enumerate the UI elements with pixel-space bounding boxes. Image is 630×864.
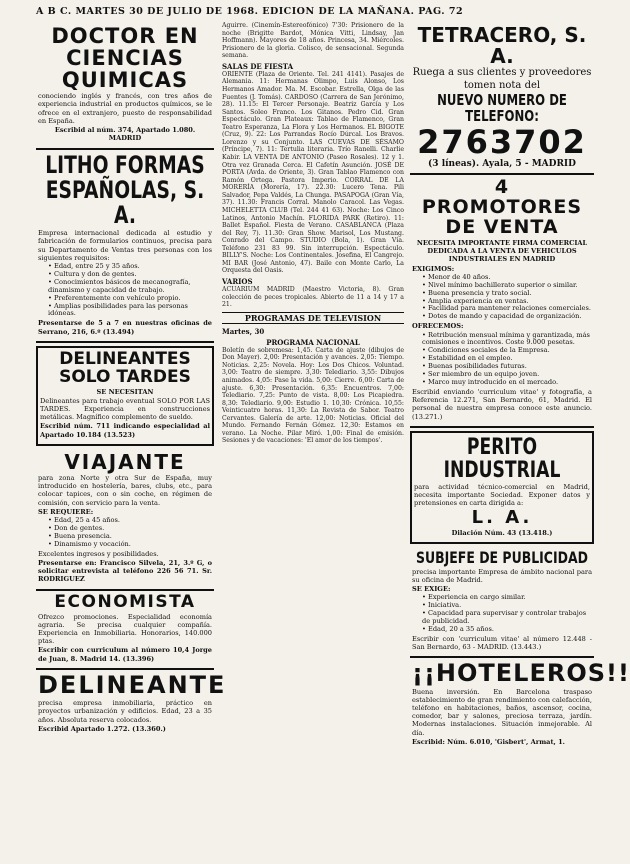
- viajante-req: SE REQUIERE:: [38, 507, 94, 516]
- salas-title: SALAS DE FIESTA: [222, 61, 294, 71]
- viajante-body: para zona Norte y otra Sur de España, muy introducido en hostelería, bares, clubs, etc., para colocar tapices, con o sin coche, en régimen de comisión, con servicio para la venta.: [38, 473, 212, 507]
- ad-delineantes: [36, 346, 214, 446]
- economista-body: Ofrezco promociones. Especialidad economía agraria. Se precisa cualquier compañía. Experiencia en Inmobiliaria. Honorarios, 140.000 ptas.: [38, 612, 212, 646]
- promotores-intro: NECESITA IMPORTANTE FIRMA COMERCIAL DEDICADA A LA VENTA DE VEHICULOS INDUSTRIALES EN MADRID: [416, 238, 588, 264]
- column-3: [410, 22, 630, 751]
- viajante-contact: Presentarse en: Francisco Silvela, 21, 3.º G, o solicitar entrevista al teléfono 226 56 71. Sr. RODRIGUEZ: [38, 558, 212, 584]
- perito-contact: Dilación Núm. 43 (13.418.): [451, 528, 553, 537]
- ad-hoteleros: [410, 658, 630, 751]
- subjefe-list: [422, 594, 592, 634]
- list-item: • Edad, entre 25 y 35 años.: [48, 263, 212, 271]
- column-1: [36, 22, 227, 738]
- delineante-title: DELINEANTE: [38, 670, 227, 699]
- list-item: • Menor de 40 años.: [422, 274, 592, 282]
- page-header: A B C. MARTES 30 DE JULIO DE 1968. EDICION DE LA MAÑANA. PAG. 72: [36, 6, 464, 17]
- list-item: • Ser miembro de un equipo joven.: [422, 371, 592, 379]
- doctor-title: DOCTOR EN CIENCIAS QUIMICAS: [51, 24, 199, 93]
- tetracero-banner: NUEVO NUMERO DE TELEFONO:: [437, 91, 567, 125]
- promotores-contact: Escribid enviando 'curriculum vitae' y fotografía, a Referencia 12.271, San Bernardo, 61, Madrid. El personal de nuestra empresa conoce este anuncio. (13.271.): [412, 387, 592, 421]
- list-item: • Condiciones sociales de la Empresa.: [422, 347, 592, 355]
- ad-doctor: [36, 22, 214, 150]
- perito-la: L. A.: [471, 506, 533, 528]
- tv-day: Martes, 30: [222, 326, 265, 336]
- list-item: • Iniciativa.: [422, 602, 592, 610]
- delineantes-body: Delineantes para trabajo eventual SOLO POR LAS TARDES. Experiencia en construcciones metálicas. Magnífico complemento de sueldo.: [40, 396, 210, 422]
- list-item: • Don de gentes.: [48, 525, 212, 533]
- salas-text: ORIENTE (Plaza de Oriente. Tel. 241 4141). Pasajes de Alemania. 11: Hermanas Olimpo, Luis Alonso, Los Hermanos Amador. Ma. M. Escobar. Estrella, Olga de las Fuentes (J. Tomás). CARDOSO (Carrera de San Jerónimo, 28). 11.15: El Tercer Personaje. Beatriz García y Los Santos. Soleo Franco. Los Gitanos. Pedro Cid. Gran Espectáculo. Gran Plateaux: Tablao de Flamenco, Gran Teatro Esperanza, La Flora y Los Hermanos. EL BIGOTE (Cruz, 9). 22: Los Parrandas Rocío Dúrcal. Los Bravos. Lorenzo y su Conjunto. LAS CUEVAS DE SÉSAMO (Príncipe, 7). 11: Tertulia literaria. Trío Ranelli. Charlie Kabir. LA VENTA DE ANTONIO (Paseo Rosales). 12 y 1. Otra vez Granada Cerca. El Cafetín Asunción. JOSÉ DE PORTA (Avda. de Oriente, 3). Gran Tablao Flamenco con Ramón Ortega. Pastora Imperio. CORRAL DE LA MORERÍA (Morería, 17). 22.30: Lucero Tena. Pili Salvador, Pepa Valdés, La Chunga. PASAPOGA (Gran Vía, 37). 11.30: Francis Corral. Manolo Caracol. Las Vegas. MICHELETTA CLUB (Tel. 244 41 63). Noche: Los Cinco Latinos, Antonio Machín. FLORIDA PARK (Retiro). 11: Ballet Español. Fiesta de Verano. CASABLANCA (Plaza del Rey, 7). 11.30: Gran Show. Marisol, Los Mustang. Conrado del Campo. STUDIO (Bola, 1). Gran Vía. Teléfono 231 83 99. Sin interrupción. Espectáculo. BILLY'S. Noche: Los Continentales. Josefina, El Cangrejo. MI BAR (José Antonio, 47). Baile con Monte Carlo, La Orquesta del Oasis.: [222, 70, 404, 275]
- promotores-offer: OFRECEMOS:: [412, 322, 464, 331]
- litho-intro: Empresa internacional dedicada al estudio y fabricación de formularios continuos, precisa para su Departamento de Ventas tres personas con los siguientes requisitos:: [38, 229, 212, 262]
- tv-title: PROGRAMAS DE TELEVISION: [222, 312, 404, 324]
- hoteleros-body: Buena inversión. En Barcelona traspaso establecimiento de gran rendimiento con calefacción, teléfono en habitaciones, baños, ascensor, cocina, comedor, bar y salones, preciosa terraza, jardín. Modernas instalaciones. Situación inmejorable. Al día.: [412, 687, 592, 737]
- ad-perito: [410, 431, 594, 544]
- list-item: • Experiencia en cargo similar.: [422, 594, 592, 602]
- list-item: • Preferentemente con vehículo propio.: [48, 295, 212, 303]
- doctor-body: conociendo inglés y francés, con tres años de experiencia industrial en productos químicos, se le ofrece en el extranjero, puesto de responsabilidad en España.: [38, 92, 212, 125]
- hoteleros-title: ¡¡HOTELEROS!!: [412, 659, 630, 688]
- ad-subjefe: [410, 547, 594, 659]
- promotores-offer-list: [422, 332, 592, 387]
- listings-top: Aguirre. (Cinemín-Estereofónico) 7'30: Prisionero de la noche (Brigitte Bardot, Mónica Vitti, Lindsay, Jan Hoffmann). Mayores de 18 años. Princesa, 34. Miércoles. Prisionero de la gloria. Colisco, de sensacional. Segunda semana.: [222, 22, 404, 60]
- tv-text: Boletín de sobremesa: 1,45. Carta de ajuste (dibujos de Don Mayer). 2,00: Presentación y avances. 2,05: Tiempo. Noticias. 2,25: Novela. Hoy: Los Dos Chicos. Voluntad. 3,00: Teatro de siempre. 3,30: Telediario. 3,55: Dibujos animados. 4,05: Pase la vida. 5,00: Cierre. 6,00: Carta de ajuste. 6,30: Presentación. 6,35: Encuentros. 7,00: Telediario. 7,25: Punto de vista. 8,00: Los Picapiedra. 8,30: Telediario. 9,00: Estudio 1. 10,30: Crónica. 10,55: Veinticuatro horas. 11,30: La Revista de Sabor. Teatro Cervantes. Galería de arte. 12,00: Noticias. Oficial del Mundo. Fernando Fernán Gómez. 12,30: Estamos en verano. La Noche. Pilar Miró. 1,00: Final de emisión. Sesiones y de vacaciones: 'El amor de los tiempos'.: [222, 346, 404, 445]
- list-item: • Amplias posibilidades para las personas idóneas.: [48, 303, 212, 319]
- ad-viajante: [36, 449, 214, 591]
- tv-sub: PROGRAMA NACIONAL: [266, 337, 360, 347]
- list-item: • Retribución mensual mínima y garantizada, más comisiones e incentivos. Coste 9.000 pesetas.: [422, 332, 592, 348]
- list-item: • Dotes de mando y capacidad de organización.: [422, 313, 592, 321]
- delineante-contact: Escribid Apartado 1.272. (13.360.): [38, 724, 166, 733]
- tetracero-phone: 2763702: [417, 122, 587, 161]
- promotores-list: [422, 274, 592, 321]
- perito-body: para actividad técnico-comercial en Madrid, necesita importante Sociedad. Exponer datos y pretensiones en carta dirigida a:: [414, 482, 590, 508]
- ad-promotores: [410, 175, 594, 428]
- litho-title: LITHO FORMAS ESPAÑOLAS, S. A.: [45, 150, 205, 229]
- column-2: [222, 22, 404, 860]
- list-item: • Dinamismo y vocación.: [48, 541, 212, 549]
- economista-title: ECONOMISTA: [54, 591, 196, 612]
- varios-text: ACUARIUM MADRID (Maestro Victoria, 8). Gran colección de peces tropicales. Abierto de 11 a 14 y 17 a 21.: [222, 286, 404, 309]
- subjefe-body: precisa importante Empresa de ámbito nacional para su oficina de Madrid.: [412, 567, 592, 584]
- list-item: • Edad, 20 a 35 años.: [422, 626, 592, 634]
- tetracero-title: TETRACERO, S. A.: [417, 23, 587, 68]
- tetracero-body: Ruega a sus clientes y proveedores tomen nota del: [412, 67, 592, 91]
- list-item: • Buena presencia.: [48, 533, 212, 541]
- viajante-note: Excelentes ingresos y posibilidades.: [38, 549, 159, 558]
- doctor-contact: Escribid al núm. 374, Apartado 1.080. MADRID: [54, 126, 196, 143]
- list-item: • Buenas posibilidades futuras.: [422, 363, 592, 371]
- promotores-req: EXIGIMOS:: [412, 264, 455, 273]
- litho-list: [48, 263, 212, 318]
- list-item: • Estabilidad en el empleo.: [422, 355, 592, 363]
- tetracero-address: (3 líneas). Ayala, 5 - MADRID: [428, 159, 576, 170]
- delineante-body: precisa empresa inmobiliaria, práctico en proyectos urbanización y edificios. Edad, 23 a 35 años. Absoluta reserva colocados.: [38, 699, 212, 724]
- ad-tetracero: [410, 22, 594, 175]
- list-item: • Capacidad para supervisar y controlar trabajos de publicidad.: [422, 610, 592, 626]
- delineantes-sub: SE NECESITAN: [96, 387, 154, 396]
- delineantes-contact: Escribid núm. 711 indicando especialidad al Apartado 10.184 (13.523): [40, 422, 210, 439]
- perito-title: PERITO INDUSTRIAL: [443, 434, 561, 483]
- list-item: • Facilidad para mantener relaciones comerciales.: [422, 305, 592, 313]
- list-item: • Cultura y don de gentes.: [48, 271, 212, 279]
- list-item: • Conocimientos básicos de mecanografía, dinamismo y capacidad de trabajo.: [48, 279, 212, 295]
- delineantes-title: DELINEANTES SOLO TARDES: [59, 348, 191, 387]
- subjefe-contact: Escribir con 'curriculum vitae' al número 12.448 - San Bernardo, 63 - MADRID. (13.443.): [412, 634, 592, 652]
- subjefe-req: SE EXIGE:: [412, 585, 451, 594]
- varios-title: VARIOS: [222, 277, 253, 286]
- viajante-title: VIAJANTE: [64, 449, 186, 474]
- hoteleros-contact: Escribid: Núm. 6.010, 'Gisbert', Armat, 1.: [412, 737, 565, 746]
- ad-economista: [36, 591, 214, 670]
- ad-litho: [36, 150, 214, 343]
- list-item: • Marco muy introducido en el mercado.: [422, 379, 592, 387]
- economista-contact: Escribir con curriculum al número 10,4 Jorge de Juan, 8. Madrid 14. (13.396): [38, 646, 212, 663]
- list-item: • Nivel mínimo bachillerato superior o similar.: [422, 282, 592, 290]
- viajante-list: [48, 517, 212, 549]
- subjefe-title: SUBJEFE DE PUBLICIDAD: [415, 547, 588, 567]
- list-item: • Edad, 25 a 45 años.: [48, 517, 212, 525]
- list-item: • Amplia experiencia en ventas.: [422, 298, 592, 306]
- ad-delineante: [36, 670, 227, 738]
- litho-contact: Presentarse de 5 a 7 en nuestras oficinas de Serrano, 216, 6.º (13.494): [38, 319, 212, 336]
- promotores-title: 4 PROMOTORES DE VENTA: [421, 176, 583, 238]
- list-item: • Buena presencia y trato social.: [422, 290, 592, 298]
